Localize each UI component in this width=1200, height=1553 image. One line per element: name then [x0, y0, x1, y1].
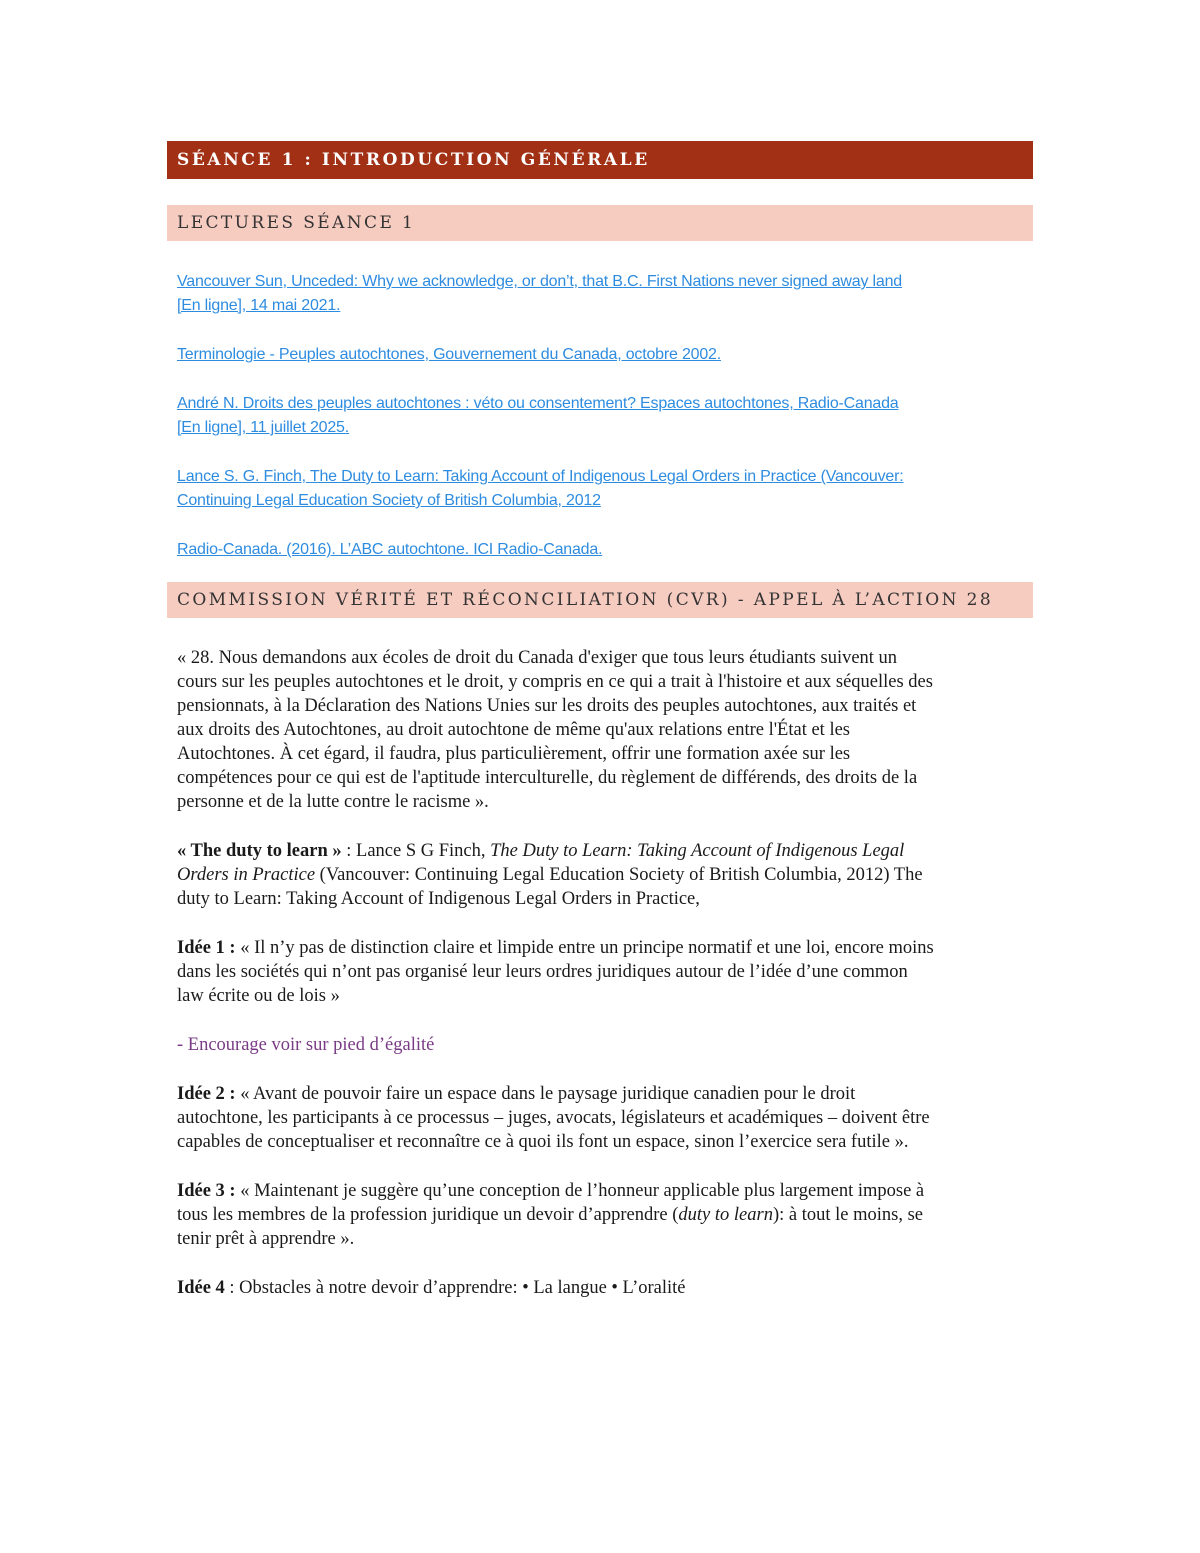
- duty-to-learn-paragraph: « The duty to learn » : Lance S G Finch, The Duty to Learn: Taking Account of Indigenous Legal Orders in Practice (Vancouver: Continuing Legal Education Society of British Columbia, 2012) The duty to Learn: Taking Account of Indigenous Legal Orders in Practice,: [177, 841, 923, 909]
- idee-1-label: Idée 1 :: [177, 938, 236, 958]
- idee-2-paragraph: Idée 2 : « Avant de pouvoir faire un espace dans le paysage juridique canadien pour le droit autochtone, les participants à ce processus – juges, avocats, législateurs et académiques – doivent être capables de conceptualiser et reconnaître ce à quoi ils font un espace, sinon l’exercice sera futile ».: [177, 1084, 930, 1152]
- document-body: [167, 646, 1033, 1300]
- link-finch-duty-to-learn[interactable]: Lance S. G. Finch, The Duty to Learn: Taking Account of Indigenous Legal Orders in Practice (Vancouver: Continuing Legal Education Society of British Columbia, 2012: [177, 468, 904, 509]
- link-terminologie[interactable]: Terminologie - Peuples autochtones, Gouvernement du Canada, octobre 2002.: [177, 346, 721, 363]
- link-abc-autochtone[interactable]: Radio-Canada. (2016). L’ABC autochtone. ICI Radio-Canada.: [177, 541, 603, 558]
- cvr-heading: COMMISSION VÉRITÉ ET RÉCONCILIATION (CVR) - APPEL À L’ACTION 28: [167, 582, 1033, 618]
- cvr-quote-paragraph: « 28. Nous demandons aux écoles de droit du Canada d'exiger que tous leurs étudiants suivent un cours sur les peuples autochtones et le droit, y compris en ce qui a trait à l'histoire et aux séquelles des pensionnats, à la Déclaration des Nations Unies sur les droits des peuples autochtones, aux traités et aux droits des Autochtones, au droit autochtone de même qu'aux relations entre l'État et les Autochtones. À cet égard, il faudra, plus particulièrement, offrir une formation axée sur les compétences pour ce qui est de l'aptitude interculturelle, du règlement de différends, des droits de la personne et de la lutte contre le racisme ».: [177, 648, 933, 812]
- idee-4-paragraph: Idée 4 : Obstacles à notre devoir d’apprendre: • La langue • L’oralité: [177, 1278, 686, 1298]
- duty-label: « The duty to learn »: [177, 841, 342, 861]
- duty-book-title: The Duty to Learn: Taking Account of Indigenous Legal: [490, 841, 905, 861]
- link-andre-droits[interactable]: André N. Droits des peuples autochtones : véto ou consentement? Espaces autochtones, Radio-Canada [En ligne], 11 juillet 2025.: [177, 395, 899, 436]
- idee-3-paragraph: Idée 3 : « Maintenant je suggère qu’une conception de l’honneur applicable plus largement impose à tous les membres de la profession juridique un devoir d’apprendre (duty to learn): à tout le moins, se tenir prêt à apprendre ».: [177, 1181, 925, 1249]
- lectures-heading: LECTURES SÉANCE 1: [167, 205, 1033, 241]
- link-vancouver-sun[interactable]: Vancouver Sun, Unceded: Why we acknowledge, or don’t, that B.C. First Nations never signed away land [En ligne], 14 mai 2021.: [177, 273, 902, 314]
- idee-2-label: Idée 2 :: [177, 1084, 236, 1104]
- idee-1-paragraph: Idée 1 : « Il n’y pas de distinction claire et limpide entre un principe normatif et une loi, encore moins dans les sociétés qui n’ont pas organisé leur leurs ordres juridiques autour de l’idée d’une common law écrite ou de lois »: [177, 938, 934, 1006]
- encourage-note: - Encourage voir sur pied d’égalité: [177, 1035, 435, 1055]
- idee-4-label: Idée 4: [177, 1278, 225, 1298]
- seance-title-banner: SÉANCE 1 : INTRODUCTION GÉNÉRALE: [167, 141, 1033, 179]
- reading-list: [167, 270, 1033, 562]
- document-page: [167, 141, 1033, 1325]
- idee-3-label: Idée 3 :: [177, 1181, 236, 1201]
